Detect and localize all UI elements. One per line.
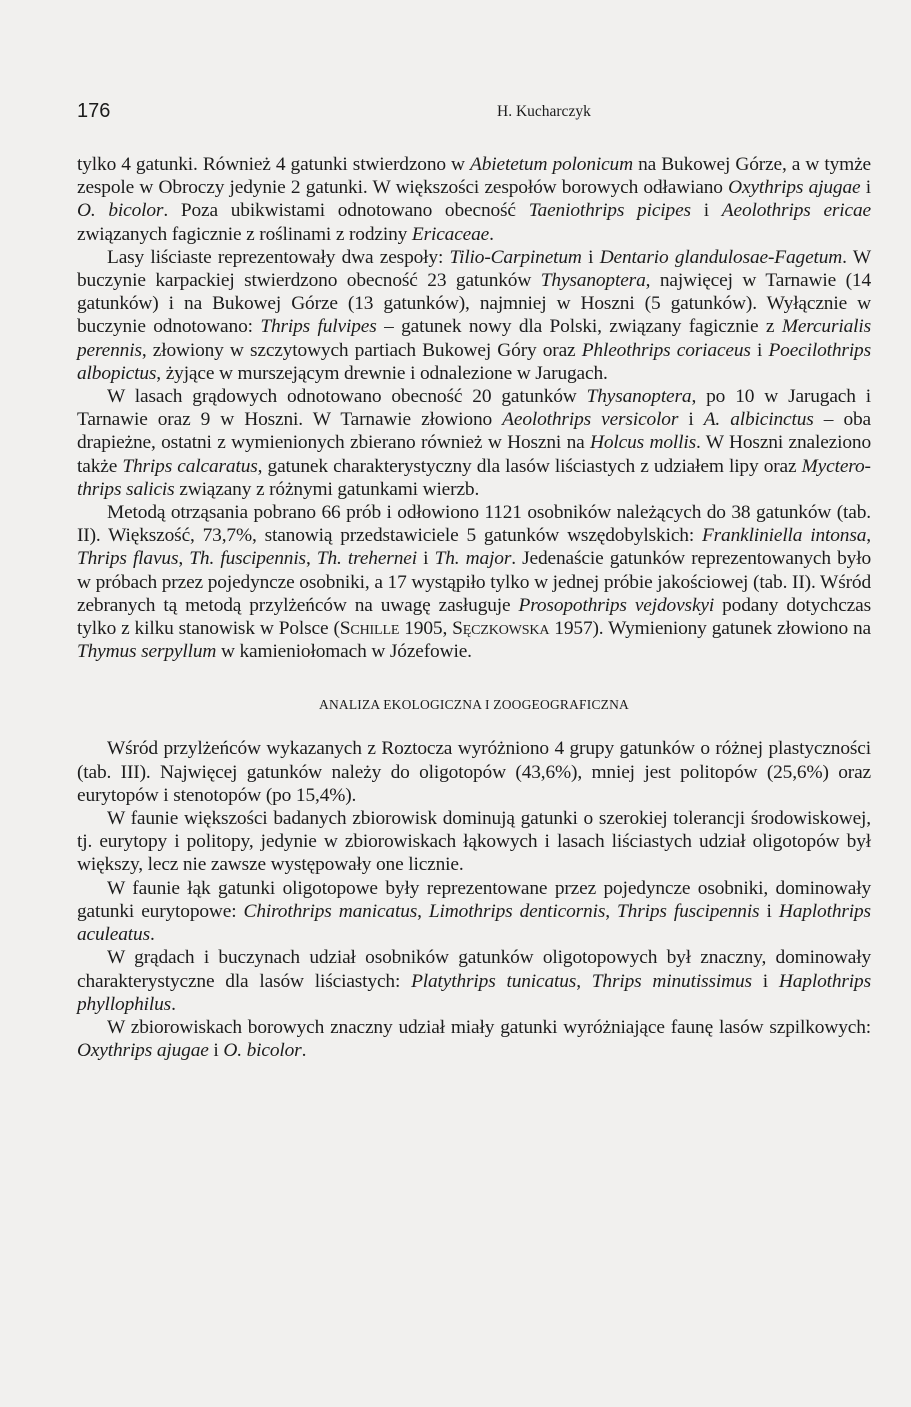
text-run: 1957). Wymieniony gatunek złowiono na bbox=[549, 618, 872, 640]
italic-text: Aeolothrips versicolor bbox=[502, 409, 679, 431]
page-header bbox=[77, 100, 877, 124]
text-run: Metodą otrząsania pobrano 66 prób i odłowiono 1121 osobników należących do 38 gatunków (tab. II). Większość, 73,7%, stanowią przedstawiciele 5 gatunków wszędobylskich: bbox=[77, 502, 871, 547]
italic-text: Oxythrips ajugae bbox=[77, 1040, 209, 1062]
paragraph bbox=[77, 737, 871, 807]
text-run: W lasach grądowych odnotowano obecność 20 gatunków bbox=[107, 386, 587, 408]
italic-text: Prosopothrips vejdovskyi bbox=[518, 594, 715, 616]
text-run: , bbox=[866, 525, 871, 547]
section-heading: ANALIZA EKOLOGICZNA I ZOOGEOGRAFICZNA bbox=[319, 697, 629, 713]
text-run: tylko 4 gatunki. Również 4 gatunki stwierdzono w bbox=[77, 154, 471, 175]
italic-text: Ericaceae bbox=[411, 223, 490, 245]
body-text bbox=[77, 153, 871, 1062]
text-run: , gatunek charakterystyczny dla lasów liściastych z udziałem lipy oraz bbox=[257, 455, 802, 477]
paragraph bbox=[77, 153, 871, 246]
text-run: i bbox=[678, 409, 704, 431]
italic-text: Holcus mollis bbox=[590, 432, 697, 454]
text-run: i bbox=[581, 246, 600, 268]
text-run: , bbox=[605, 900, 618, 922]
text-run: i bbox=[750, 339, 769, 361]
italic-text: Abietetum polonicum bbox=[470, 154, 633, 175]
text-run: W faunie większości badanych zbiorowisk dominują gatunki o szerokiej tolerancji środowiskowej, tj. eurytopy i politopy, jedynie w zbiorowiskach łąkowych i lasach liściastych udział oligotopów był większy, lecz nie zawsze występowały one licznie. bbox=[77, 808, 871, 876]
paragraph bbox=[77, 1016, 871, 1062]
italic-text: Th. fuscipennis bbox=[189, 548, 306, 570]
text-run: i bbox=[690, 200, 722, 222]
text-run: . bbox=[171, 993, 176, 1015]
text-run: W zbiorowiskach borowych znaczny udział miały gatunki wyróżniające faunę lasów szpilkowych: bbox=[107, 1016, 871, 1038]
text-run: podany dotychczas tylko z kilku stanowisk w Polsce ( bbox=[77, 594, 871, 640]
italic-text: Platythrips tunicatus bbox=[411, 970, 577, 992]
text-run: . Poza ubikwistami odnotowano obecność bbox=[163, 200, 529, 222]
italic-text: Haplothrips aculeatus bbox=[77, 900, 871, 946]
italic-text: Thrips fuscipennis bbox=[617, 900, 760, 922]
italic-text: Thrips fulvipes bbox=[260, 316, 377, 338]
text-run: związany z różnymi gatunkami wierzb. bbox=[174, 478, 480, 500]
italic-text: Limothrips denticornis bbox=[428, 900, 606, 922]
italic-text: Thrips minutissimus bbox=[591, 970, 752, 992]
text-run: Wśród przylżeńców wykazanych z Roztocza wyróżniono 4 grupy gatunków o różnej plastyczności (tab. III). Najwięcej gatunków należy do oligotopów (43,6%), mniej jest politopów (25,6%) oraz eurytopów i stenotopów (po 15,4%). bbox=[77, 738, 871, 806]
author-citation: Sęczkowska bbox=[452, 618, 550, 640]
italic-text: Taeniothrips picipes bbox=[528, 200, 691, 222]
text-run: , po 10 w Jarugach i Tarnawie oraz 9 w Hoszni. W Tarnawie złowiono bbox=[77, 386, 871, 431]
italic-text: Poecilothrips albopictus bbox=[77, 339, 871, 384]
running-head-author: H. Kucharczyk bbox=[497, 103, 591, 120]
italic-text: Mercurialis perennis bbox=[77, 316, 871, 361]
text-run: W grądach i buczynach udział osobników gatunków oligotopowych był znaczny, dominowały charakterystyczne dla lasów liściastych: bbox=[77, 947, 871, 992]
italic-text: Haplothrips phyllophilus bbox=[77, 970, 871, 1015]
paragraph bbox=[77, 246, 871, 385]
text-run: i bbox=[860, 177, 872, 199]
text-run: , bbox=[417, 900, 429, 922]
text-run: i bbox=[751, 970, 779, 992]
text-run: w kamieniołomach w Józefowie. bbox=[216, 641, 472, 663]
text-run: . W buczynie karpackiej stwierdzono obecność 23 gatunków bbox=[77, 246, 871, 292]
paragraphs-after-heading bbox=[77, 737, 871, 1062]
paragraph bbox=[77, 807, 871, 877]
text-run: . bbox=[489, 223, 494, 245]
italic-text: Tilio-Carpinetum bbox=[449, 246, 582, 268]
text-run: – oba drapieżne, ostatni z wymienionych zbierano również w Hoszni na bbox=[77, 409, 871, 454]
italic-text: Oxythrips ajugae bbox=[728, 177, 861, 199]
page-number: 176 bbox=[77, 100, 111, 122]
italic-text: Chirothrips manicatus bbox=[243, 900, 418, 922]
paragraph bbox=[77, 385, 871, 501]
text-run: – gatunek nowy dla Polski, związany fagicznie z bbox=[376, 316, 782, 338]
italic-text: Dentario glandulosae-Fagetum bbox=[599, 246, 843, 268]
paragraph bbox=[77, 877, 871, 947]
italic-text: Thysanoptera bbox=[540, 270, 646, 292]
text-run: . Jedenaście gatunków reprezentowanych było w próbach przez pojedyncze osobniki, a 17 wystąpiło tylko w jednej próbie jakościowej (tab. II). Wśród zebranych tą metodą przylżeńców na uwagę zasługuje bbox=[77, 548, 871, 616]
text-run: , złowiony w szczytowych partiach Bukowej Góry oraz bbox=[141, 339, 582, 361]
paragraphs-before-heading bbox=[77, 153, 871, 663]
italic-text: O. bicolor bbox=[223, 1040, 302, 1062]
author-citation: Schille bbox=[339, 618, 400, 640]
text-run: , bbox=[178, 548, 190, 570]
italic-text: A. albicinctus bbox=[703, 409, 814, 431]
italic-text: Aeolothrips ericae bbox=[721, 200, 871, 222]
text-run: i bbox=[208, 1040, 224, 1062]
paragraph bbox=[77, 501, 871, 663]
text-run: , najwięcej w Tarnawie (14 gatunków) i na Bukowej Górze (13 gatunków), najmniej w Hoszni (5 gatunków). Wyłącznie w buczynie odnotowano: bbox=[77, 270, 872, 338]
italic-text: Th. major bbox=[434, 548, 512, 570]
paragraph bbox=[77, 946, 871, 1016]
italic-text: Thysanoptera bbox=[586, 386, 692, 408]
italic-text: Thymus serpyllum bbox=[77, 641, 217, 663]
text-run: , bbox=[576, 970, 592, 992]
italic-text: Th. trehernei bbox=[316, 548, 417, 570]
italic-text: Frankliniella intonsa bbox=[701, 525, 867, 547]
text-run: i bbox=[759, 900, 779, 922]
text-run: . bbox=[149, 924, 155, 946]
italic-text: Mycterothrips salicis bbox=[77, 455, 871, 500]
text-run: . W Hoszni znaleziono także bbox=[77, 432, 871, 477]
italic-text: O. bicolor bbox=[77, 200, 164, 222]
text-run: i bbox=[416, 548, 435, 570]
text-run: 1905, bbox=[399, 618, 453, 640]
text-run: związanych fagicznie z roślinami z rodziny bbox=[77, 223, 412, 245]
text-run: . bbox=[301, 1040, 307, 1062]
italic-text: Thrips calcaratus bbox=[122, 455, 258, 477]
italic-text: Thrips flavus bbox=[77, 548, 179, 570]
text-run: , bbox=[305, 548, 317, 570]
text-run: , żyjące w murszejącym drewnie i odnalezione w Jarugach. bbox=[156, 362, 608, 384]
text-run: Lasy liściaste reprezentowały dwa zespoły: bbox=[107, 246, 450, 268]
text-run: na Bukowej Górze, a w tymże zespole w Obroczy jedynie 2 gatunki. W większości zespołów borowych odławiano bbox=[77, 154, 871, 199]
text-run: W faunie łąk gatunki oligotopowe były reprezentowane przez pojedyncze osobniki, dominowały gatunki eurytopowe: bbox=[77, 877, 871, 922]
italic-text: Phleothrips coriaceus bbox=[581, 339, 751, 361]
